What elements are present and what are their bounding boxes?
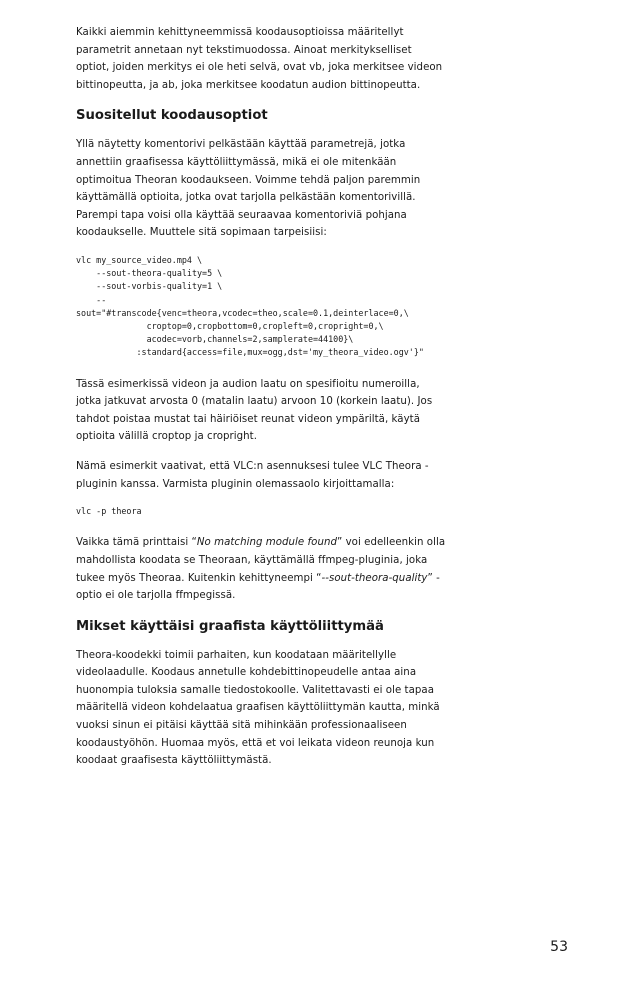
text-line: optioita välillä croptop ja cropright. [76, 431, 257, 443]
text-line: Tässä esimerkissä videon ja audion laatu on spesifioitu numeroilla, [76, 378, 420, 390]
quality-paragraph [76, 376, 462, 446]
no-match-paragraph [76, 534, 462, 604]
plugin-check-code-block: vlc -p theora [76, 506, 142, 517]
text-line: optio ei ole tarjolla ffmpegissä. [76, 590, 236, 602]
italic-message: No matching module found [196, 537, 337, 549]
intro-paragraph [76, 24, 462, 94]
text-line: mahdollista koodata se Theoraan, käyttämällä ffmpeg-pluginia, joka [76, 554, 428, 566]
italic-option: --sout-theora-quality [321, 572, 428, 584]
text-line [76, 534, 462, 552]
vlc-command-code-block: vlc my_source_video.mp4 \ --sout-theora-quality=5 \ --sout-vorbis-quality=1 \ -- sout="#transcode{venc=theora,vcodec=theo,scale=0.1,deinterlace=0,\ croptop=0,cropbottom=0,cropleft=0,cropright=0,\ acodec=vorb,channels=2,samplerate=44100}\ :standard{access=file,mux=ogg,dst='my_theora_video.ogv'}" [76, 254, 424, 358]
heading-recommended-options: Suositellut koodausoptiot [76, 108, 268, 124]
text-line: Theora-koodekki toimii parhaiten, kun koodataan määritellylle [76, 649, 397, 661]
text-line: Parempi tapa voisi olla käyttää seuraavaa komentoriviä pohjana [76, 209, 407, 221]
text-line: tahdot poistaa mustat tai häiriöiset reunat videon ympäriltä, käytä [76, 413, 421, 425]
recommended-paragraph [76, 136, 462, 242]
text-line: koodaustyöhön. Huomaa myös, että et voi leikata videon reunoja kun [76, 737, 435, 749]
gui-paragraph [76, 647, 462, 770]
text-line: käyttämällä optioita, jotka ovat tarjolla pelkästään komentorivillä. [76, 192, 416, 204]
text-line: vuoksi sinun ei pitäisi käyttää sitä mihinkään professionaaliseen [76, 720, 407, 732]
text-line: huonompia tuloksia samalle tiedostokoolle. Valitettavasti ei ole tapaa [76, 684, 435, 696]
text-line: annettiin graafisessa käyttöliittymässä, mikä ei ole mitenkään [76, 156, 397, 168]
text-line: bittinopeutta, ja ab, joka merkitsee koodatun audion bittinopeutta. [76, 79, 421, 91]
text-fragment: ” - [427, 572, 440, 584]
text-line: jotka jatkuvat arvosta 0 (matalin laatu) arvoon 10 (korkein laatu). Jos [76, 396, 433, 408]
text-line: parametrit annetaan nyt tekstimuodossa. Ainoat merkitykselliset [76, 44, 412, 56]
document-page [76, 24, 462, 782]
plugin-paragraph [76, 458, 462, 493]
text-fragment: Vaikka tämä printtaisi “ [76, 537, 197, 549]
text-line [76, 570, 462, 588]
text-line: pluginin kanssa. Varmista pluginin olemassaolo kirjoittamalla: [76, 478, 395, 490]
text-line: Kaikki aiemmin kehittyneemmissä koodausoptioissa määritellyt [76, 27, 404, 38]
text-fragment: ” voi edelleenkin olla [336, 537, 446, 549]
text-line: optimoitua Theoran koodaukseen. Voimme tehdä paljon paremmin [76, 174, 421, 186]
page-number: 53 [550, 939, 568, 955]
text-line: määritellä videon kohdelaatua graafisen käyttöliittymän kautta, minkä [76, 702, 440, 714]
text-line: optiot, joiden merkitys ei ole heti selvä, ovat vb, joka merkitsee videon [76, 62, 443, 74]
text-line: koodaukselle. Muuttele sitä sopimaan tarpeisiisi: [76, 227, 327, 239]
text-line: videolaadulle. Koodaus annetulle kohdebittinopeudelle antaa aina [76, 667, 417, 679]
text-line: Yllä näytetty komentorivi pelkästään käyttää parametrejä, jotka [76, 139, 406, 151]
text-fragment: tukee myös Theoraa. Kuitenkin kehittyneempi “ [76, 572, 322, 584]
text-line: Nämä esimerkit vaativat, että VLC:n asennuksesi tulee VLC Theora - [76, 460, 429, 472]
text-line: koodaat graafisesta käyttöliittymästä. [76, 755, 272, 767]
heading-why-not-gui: Mikset käyttäisi graafista käyttöliittymää [76, 618, 384, 634]
